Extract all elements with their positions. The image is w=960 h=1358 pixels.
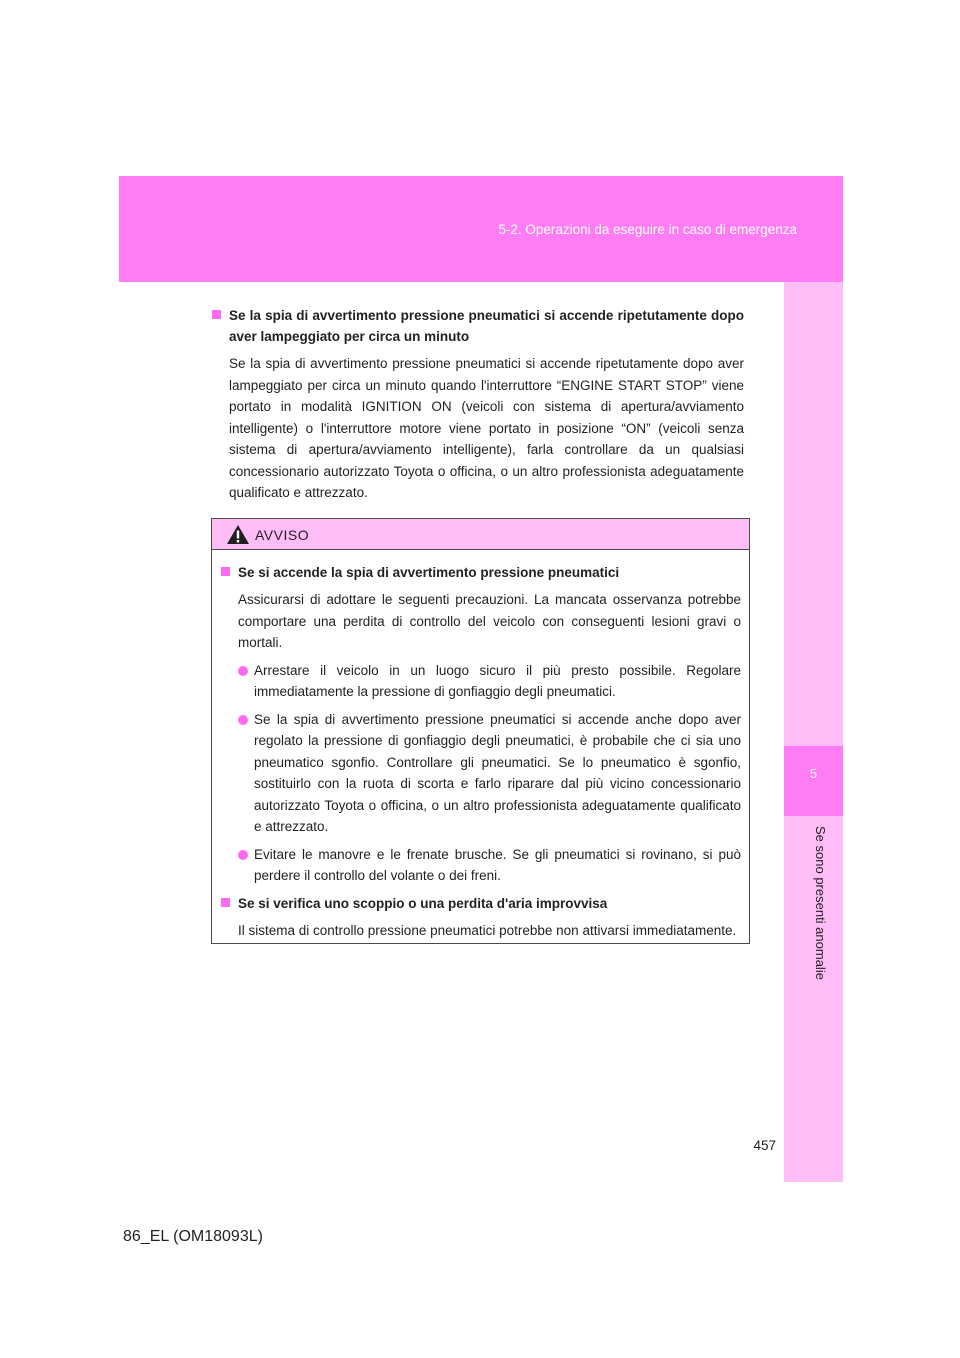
square-bullet-icon xyxy=(221,898,230,907)
warning-bullet xyxy=(221,660,741,703)
warning-bullet xyxy=(221,709,741,838)
section-heading xyxy=(212,305,744,347)
footer-code: 86_EL (OM18093L) xyxy=(123,1228,263,1245)
header-band xyxy=(119,176,843,282)
warning-paragraph-1: Assicurarsi di adottare le seguenti precauzioni. La mancata osservanza potrebbe comportare una perdita di controllo del veicolo con conseguenti lesioni gravi o mortali. xyxy=(238,592,741,650)
warning-bullet-text: Evitare le manovre e le frenate brusche. Se gli pneumatici si rovinano, si può perdere il controllo del volante o dei freni. xyxy=(254,846,741,883)
side-tab xyxy=(784,282,843,1182)
warning-triangle-icon xyxy=(226,524,250,545)
circle-bullet-icon xyxy=(238,850,248,860)
main-content xyxy=(212,305,744,504)
warning-bullet xyxy=(221,844,741,887)
side-tab-chapter-marker xyxy=(784,746,843,816)
warning-heading-1 xyxy=(221,562,741,583)
square-bullet-icon xyxy=(212,310,221,319)
warning-title: AVVISO xyxy=(255,527,310,543)
chapter-number: 5 xyxy=(809,766,818,781)
circle-bullet-icon xyxy=(238,715,248,725)
warning-body xyxy=(212,550,749,941)
chapter-title: Se sono presenti anomalie xyxy=(813,826,828,980)
circle-bullet-icon xyxy=(238,666,248,676)
warning-bullet-text: Se la spia di avvertimento pressione pneumatici si accende anche dopo aver regolato la pressione di gonfiaggio degli pneumatici, è probabile che ci sia uno pneumatico sgonfio. Controllare gli pneumatici. Se lo pneumatico è sgonfio, sostituirlo con la ruota di scorta e farlo riparare dal più vicino concessionario autorizzato Toyota o officina, o un altro professionista adeguatamente qualificato e attrezzato. xyxy=(254,711,741,834)
warning-bullet-text: Arrestare il veicolo in un luogo sicuro il più presto possibile. Regolare immediatamente la pressione di gonfiaggio degli pneumatici. xyxy=(254,662,741,699)
section-body: Se la spia di avvertimento pressione pneumatici si accende ripetutamente dopo aver lampeggiato per circa un minuto quando l'interruttore “ENGINE START STOP” viene portato in modalità IGNITION ON (veicoli con sistema di apertura/avviamento intelligente) o l'interruttore motore viene portato in posizione “ON” (veicoli senza sistema di apertura/avviamento intelligente), farla controllare da un qualsiasi concessionario autorizzato Toyota o officina, o un altro professionista adeguatamente qualificato e attrezzato. xyxy=(229,356,744,500)
square-bullet-icon xyxy=(221,567,230,576)
warning-heading-2 xyxy=(221,893,741,914)
section-title: 5-2. Operazioni da eseguire in caso di emergenza xyxy=(498,222,797,237)
warning-box xyxy=(211,518,750,944)
page-number: 457 xyxy=(753,1138,776,1153)
warning-heading-2-text: Se si verifica uno scoppio o una perdita d'aria improvvisa xyxy=(238,895,608,911)
section-heading-text: Se la spia di avvertimento pressione pneumatici si accende ripetutamente dopo aver lampeggiato per circa un minuto xyxy=(229,308,744,344)
warning-box-header xyxy=(212,519,749,550)
warning-paragraph-2: Il sistema di controllo pressione pneumatici potrebbe non attivarsi immediatamente. xyxy=(238,922,737,938)
warning-heading-1-text: Se si accende la spia di avvertimento pressione pneumatici xyxy=(238,565,620,580)
